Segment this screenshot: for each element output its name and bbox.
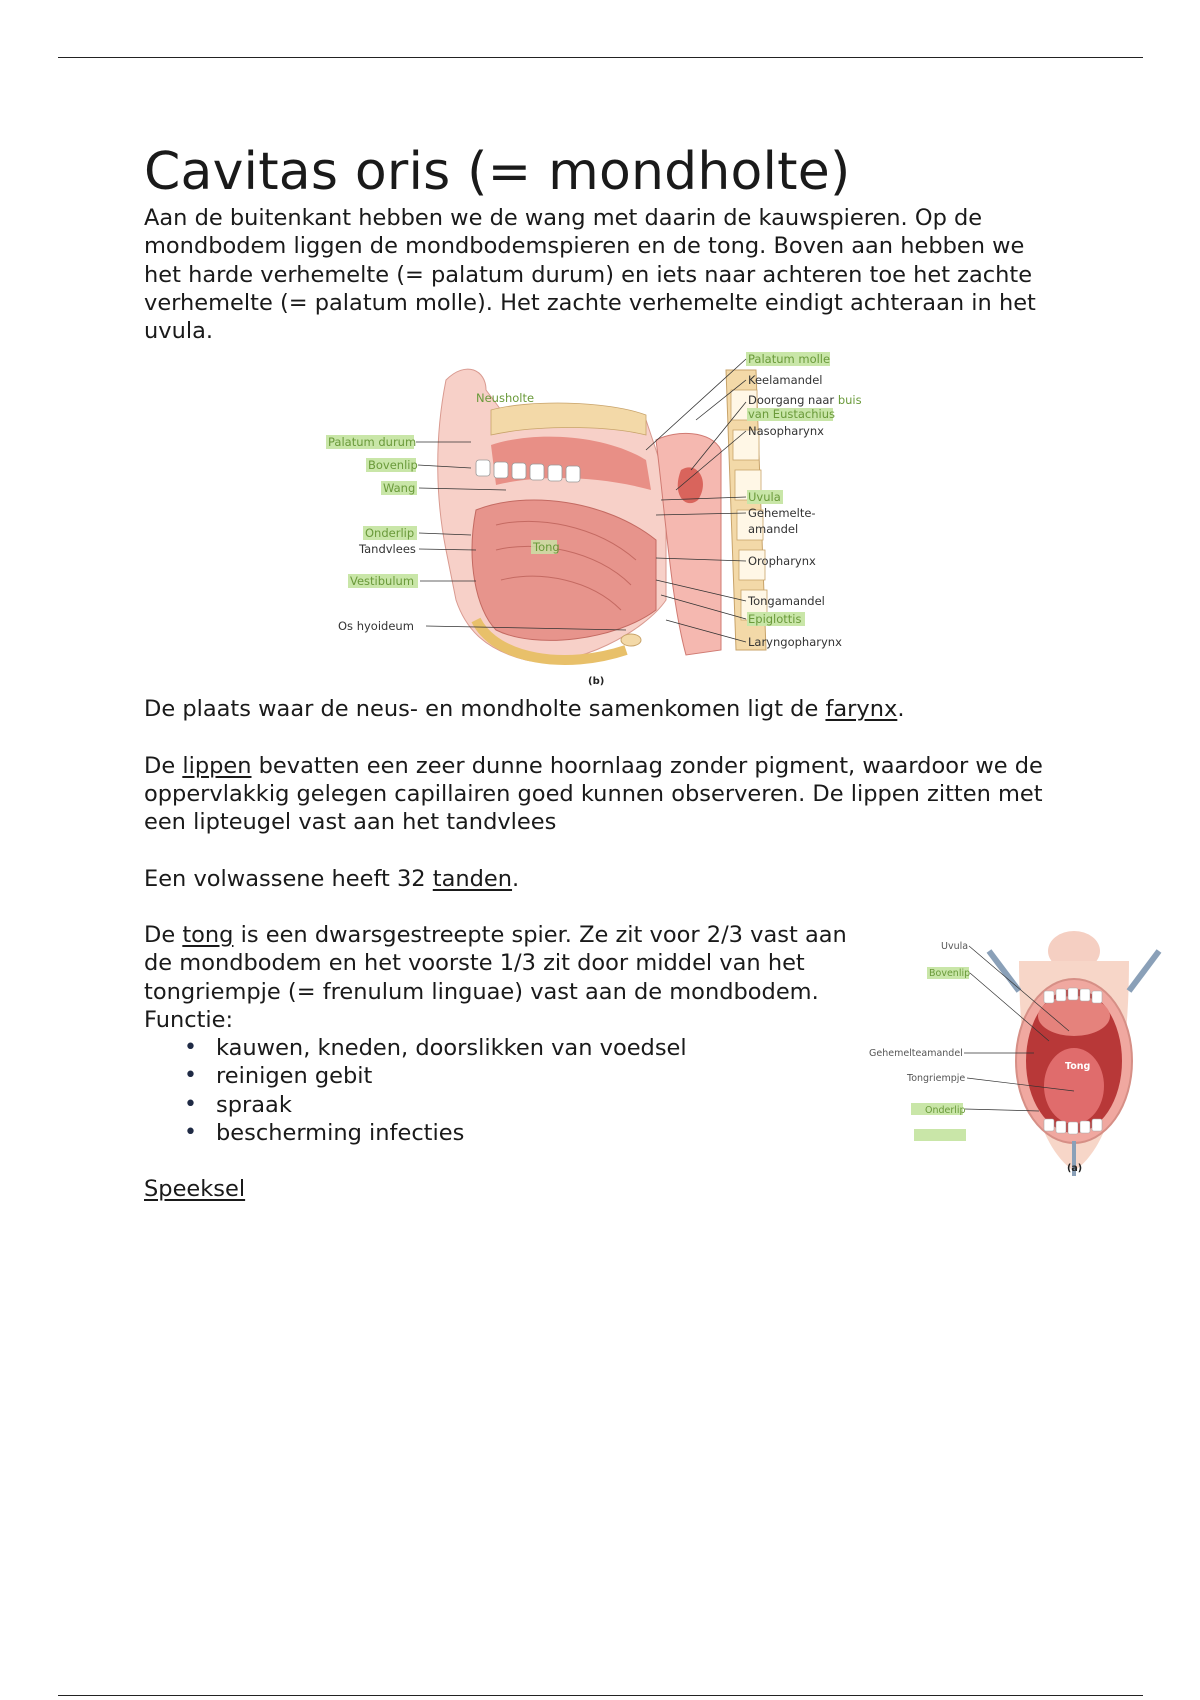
label-eustachius-1: Doorgang naar buis <box>748 393 862 408</box>
label-gehemelte-2: amandel <box>748 522 799 537</box>
term-lippen: lippen <box>182 752 252 779</box>
term-farynx: farynx <box>825 696 898 723</box>
label-gehemelte-1: Gehemelte- <box>748 506 816 521</box>
bottom-rule <box>58 1695 1143 1696</box>
tong-section <box>144 921 1091 1174</box>
term-tong: tong <box>182 921 234 948</box>
tong-paragraph: De tong is een dwarsgestreepte spier. Ze zit voor 2/3 vast aan de mondbodem en het voorste 1/3 zit door middel van het tongriempje (= frenulum linguae) vast aan de mondbodem. <box>144 921 847 1005</box>
lippen-paragraph: De lippen bevatten een zeer dunne hoornlaag zonder pigment, waardoor we de oppervlakkig gelegen capillairen goed kunnen observeren. De lippen zitten met een lipteugel vast aan het tandvlees <box>144 752 1043 836</box>
farynx-sentence: De plaats waar de neus- en mondholte samenkomen ligt de farynx. <box>144 696 905 723</box>
intro-paragraph: Aan de buitenkant hebben we de wang met daarin de kauwspieren. Op de mondbodem liggen de mondbodemspieren en de tong. Boven aan hebben we het harde verhemelte (= palatum durum) en iets naar achteren toe het zachte verhemelte (= palatum molle). Het zachte verhemelte eindigt achteraan in het uvula. <box>144 205 1036 345</box>
page-title: Cavitas oris (= mondholte) <box>144 142 851 202</box>
label-nasopharynx: Nasopharynx <box>748 424 824 439</box>
label-wang: Wang <box>383 481 416 496</box>
label-tong: Tong <box>533 540 560 555</box>
label-tong-a: Tong <box>1065 1060 1091 1072</box>
label-bovenlip: Bovenlip <box>368 458 418 473</box>
figure-a-caption: (a) <box>1067 1162 1083 1174</box>
label-tongriempje-a: Tongriempje <box>907 1072 966 1084</box>
label-onderlip: Onderlip <box>365 526 415 541</box>
list-item: • reinigen gebit <box>184 1062 1064 1090</box>
figure-b-caption: (b) <box>588 676 605 688</box>
term-tanden: tanden <box>432 865 513 892</box>
list-item: • kauwen, kneden, doorslikken van voedsel <box>184 1034 1064 1062</box>
label-palatum-durum: Palatum durum <box>328 435 417 450</box>
mouth-sagittal-figure <box>326 350 886 695</box>
tanden-sentence: Een volwassene heeft 32 tanden. <box>144 865 520 892</box>
label-uvula-a: Uvula <box>941 940 969 952</box>
label-tandvlees: Tandvlees <box>359 542 416 557</box>
list-item: • spraak <box>184 1091 1064 1119</box>
functie-label: Functie: <box>144 1006 234 1033</box>
label-palatum-molle: Palatum molle <box>748 352 831 367</box>
label-uvula: Uvula <box>748 490 781 505</box>
open-mouth-figure <box>869 921 1169 1181</box>
label-eustachius-2: van Eustachius <box>748 407 835 422</box>
label-tongamandel: Tongamandel <box>748 594 825 609</box>
label-gehemelteamandel-a: Gehemelteamandel <box>869 1047 963 1059</box>
list-item: • bescherming infecties <box>184 1119 1064 1147</box>
label-laryngopharynx: Laryngopharynx <box>748 635 842 650</box>
label-neusholte: Neusholte <box>476 391 535 406</box>
label-oropharynx: Oropharynx <box>748 554 816 569</box>
label-os-hyoideum: Os hyoideum <box>338 619 414 634</box>
label-keelamandel: Keelamandel <box>748 373 823 388</box>
label-bovenlip-a: Bovenlip <box>929 967 971 979</box>
label-vestibulum: Vestibulum <box>350 574 415 589</box>
label-onderlip-a: Onderlip <box>925 1104 966 1116</box>
top-rule <box>58 57 1143 58</box>
document-content <box>144 140 1091 1204</box>
speeksel-heading: Speeksel <box>144 1176 246 1203</box>
label-epiglottis: Epiglottis <box>748 612 802 627</box>
